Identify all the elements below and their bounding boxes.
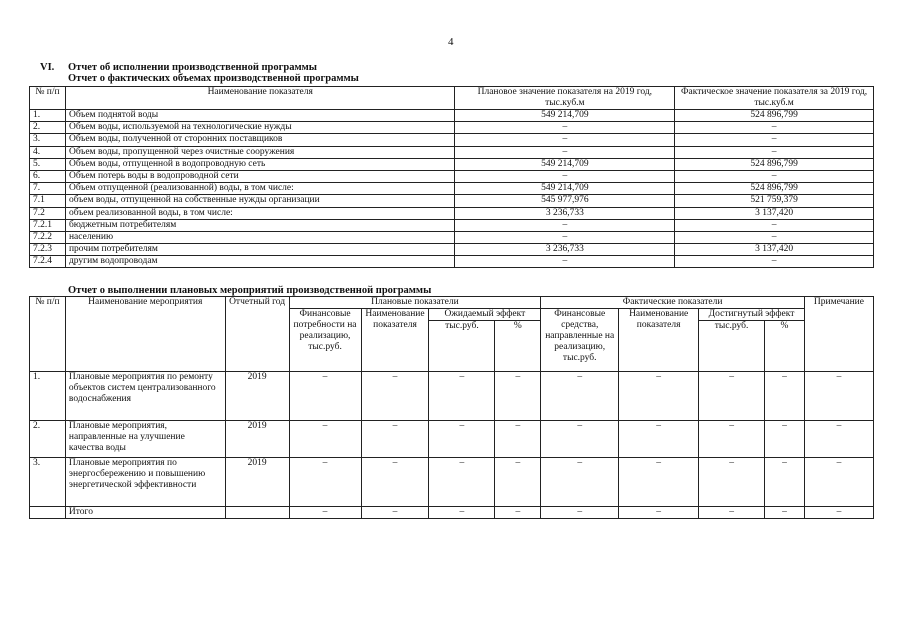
header-fact-fin: Финансовые средства, направленные на реализацию, тыс.руб. bbox=[541, 309, 619, 372]
row-name: прочим потребителям bbox=[65, 244, 455, 256]
table-header-row bbox=[30, 87, 874, 110]
total-dash: – bbox=[804, 507, 873, 519]
row-year: 2019 bbox=[225, 458, 289, 507]
row-dash: – bbox=[495, 421, 541, 458]
table-row bbox=[30, 158, 874, 170]
header-plan-group: Плановые показатели bbox=[289, 297, 541, 309]
row-fact: 3 137,420 bbox=[675, 207, 874, 219]
row-name: Объем воды, пропущенной через очистные сооружения bbox=[65, 146, 455, 158]
row-dash: – bbox=[361, 372, 429, 421]
row-num: 7.1 bbox=[30, 195, 66, 207]
row-dash: – bbox=[495, 372, 541, 421]
row-name: Плановые мероприятия по ремонту объектов систем централизованного водоснабжения bbox=[65, 372, 225, 421]
row-name: Объем воды, полученной от сторонних поставщиков bbox=[65, 134, 455, 146]
row-dash: – bbox=[289, 372, 361, 421]
total-dash: – bbox=[429, 507, 495, 519]
table-row bbox=[30, 122, 874, 134]
row-num: 5. bbox=[30, 158, 66, 170]
row-dash: – bbox=[541, 421, 619, 458]
row-fact: – bbox=[675, 122, 874, 134]
production-volumes-table bbox=[29, 86, 874, 268]
row-fact: 521 759,379 bbox=[675, 195, 874, 207]
row-name: Плановые мероприятия, направленные на улучшение качества воды bbox=[65, 421, 225, 458]
row-dash: – bbox=[804, 421, 873, 458]
table2-header-row-1 bbox=[30, 297, 874, 309]
table-row bbox=[30, 231, 874, 243]
row-num: 2. bbox=[30, 421, 66, 458]
row-dash: – bbox=[429, 458, 495, 507]
total-dash: – bbox=[699, 507, 765, 519]
row-fact: – bbox=[675, 256, 874, 268]
total-dash: – bbox=[619, 507, 699, 519]
table-row bbox=[30, 421, 874, 458]
total-empty bbox=[30, 507, 66, 519]
row-name: объем реализованной воды, в том числе: bbox=[65, 207, 455, 219]
total-label: Итого bbox=[65, 507, 225, 519]
row-dash: – bbox=[765, 372, 805, 421]
page-number: 4 bbox=[448, 36, 454, 48]
row-dash: – bbox=[619, 421, 699, 458]
table-row bbox=[30, 170, 874, 182]
row-name: Объем поднятой воды bbox=[65, 110, 455, 122]
row-fact: 3 137,420 bbox=[675, 244, 874, 256]
table-row bbox=[30, 244, 874, 256]
header-num: № п/п bbox=[30, 87, 66, 110]
row-fact: – bbox=[675, 146, 874, 158]
header-name: Наименование показателя bbox=[65, 87, 455, 110]
row-num: 1. bbox=[30, 110, 66, 122]
row-dash: – bbox=[619, 372, 699, 421]
row-plan: – bbox=[455, 146, 675, 158]
row-plan: 545 977,976 bbox=[455, 195, 675, 207]
row-plan: 549 214,709 bbox=[455, 183, 675, 195]
table-row bbox=[30, 219, 874, 231]
row-year: 2019 bbox=[225, 372, 289, 421]
row-plan: 549 214,709 bbox=[455, 158, 675, 170]
row-dash: – bbox=[699, 372, 765, 421]
row-plan: 549 214,709 bbox=[455, 110, 675, 122]
section-roman: VI. bbox=[40, 62, 55, 73]
total-dash: – bbox=[495, 507, 541, 519]
row-dash: – bbox=[804, 458, 873, 507]
table-row bbox=[30, 372, 874, 421]
row-dash: – bbox=[699, 458, 765, 507]
total-dash: – bbox=[541, 507, 619, 519]
row-plan: – bbox=[455, 122, 675, 134]
row-name: Объем воды, используемой на технологические нужды bbox=[65, 122, 455, 134]
header-fact-indicator: Наименование показателя bbox=[619, 309, 699, 372]
header-num: № п/п bbox=[30, 297, 66, 372]
row-dash: – bbox=[619, 458, 699, 507]
row-num: 7.2.3 bbox=[30, 244, 66, 256]
total-row bbox=[30, 507, 874, 519]
table-row bbox=[30, 183, 874, 195]
section-title: Отчет об исполнении производственной программы bbox=[68, 62, 318, 73]
row-num: 7. bbox=[30, 183, 66, 195]
row-dash: – bbox=[541, 372, 619, 421]
row-plan: – bbox=[455, 219, 675, 231]
table-row bbox=[30, 207, 874, 219]
row-name: Объем потерь воды в водопроводной сети bbox=[65, 170, 455, 182]
header-name: Наименование мероприятия bbox=[65, 297, 225, 372]
row-name: другим водопроводам bbox=[65, 256, 455, 268]
total-dash: – bbox=[361, 507, 429, 519]
table-row bbox=[30, 146, 874, 158]
total-dash: – bbox=[765, 507, 805, 519]
row-fact: 524 896,799 bbox=[675, 110, 874, 122]
header-fact-pct: % bbox=[765, 321, 805, 372]
row-name: населению bbox=[65, 231, 455, 243]
header-plan-fin: Финансовые потребности на реализацию, тыс.руб. bbox=[289, 309, 361, 372]
table-row bbox=[30, 458, 874, 507]
header-fact-effect: Достигнутый эффект bbox=[699, 309, 805, 321]
row-dash: – bbox=[495, 458, 541, 507]
header-plan: Плановое значение показателя на 2019 год, тыс.куб.м bbox=[455, 87, 675, 110]
row-name: Плановые мероприятия по энергосбережению и повышению энергетической эффективности bbox=[65, 458, 225, 507]
table-row bbox=[30, 256, 874, 268]
row-dash: – bbox=[429, 421, 495, 458]
row-num: 7.2.2 bbox=[30, 231, 66, 243]
table-row bbox=[30, 110, 874, 122]
row-dash: – bbox=[289, 458, 361, 507]
row-plan: – bbox=[455, 134, 675, 146]
row-plan: – bbox=[455, 170, 675, 182]
header-fact-group: Фактические показатели bbox=[541, 297, 805, 309]
table-row bbox=[30, 195, 874, 207]
row-dash: – bbox=[429, 372, 495, 421]
row-fact: 524 896,799 bbox=[675, 158, 874, 170]
row-plan: – bbox=[455, 256, 675, 268]
header-plan-rub: тыс.руб. bbox=[429, 321, 495, 372]
row-plan: 3 236,733 bbox=[455, 207, 675, 219]
row-num: 7.2 bbox=[30, 207, 66, 219]
table-row bbox=[30, 134, 874, 146]
row-dash: – bbox=[541, 458, 619, 507]
row-num: 6. bbox=[30, 170, 66, 182]
header-plan-effect: Ожидаемый эффект bbox=[429, 309, 541, 321]
row-num: 3. bbox=[30, 134, 66, 146]
header-plan-indicator: Наименование показателя bbox=[361, 309, 429, 372]
row-fact: 524 896,799 bbox=[675, 183, 874, 195]
header-fact: Фактическое значение показателя за 2019 год, тыс.куб.м bbox=[675, 87, 874, 110]
section-subtitle: Отчет о фактических объемах производственной программы bbox=[68, 73, 359, 84]
total-empty bbox=[225, 507, 289, 519]
total-dash: – bbox=[289, 507, 361, 519]
row-dash: – bbox=[289, 421, 361, 458]
header-year: Отчетный год bbox=[225, 297, 289, 372]
row-dash: – bbox=[361, 458, 429, 507]
row-plan: – bbox=[455, 231, 675, 243]
row-fact: – bbox=[675, 134, 874, 146]
row-dash: – bbox=[361, 421, 429, 458]
row-dash: – bbox=[804, 372, 873, 421]
row-year: 2019 bbox=[225, 421, 289, 458]
row-fact: – bbox=[675, 219, 874, 231]
row-num: 7.2.4 bbox=[30, 256, 66, 268]
row-dash: – bbox=[699, 421, 765, 458]
row-num: 2. bbox=[30, 122, 66, 134]
table2-title: Отчет о выполнении плановых мероприятий производственной программы bbox=[68, 285, 432, 296]
row-name: объем воды, отпущенной на собственные нужды организации bbox=[65, 195, 455, 207]
row-num: 7.2.1 bbox=[30, 219, 66, 231]
row-dash: – bbox=[765, 458, 805, 507]
header-note: Примечание bbox=[804, 297, 873, 372]
planned-activities-table bbox=[29, 296, 874, 519]
row-name: Объем отпущенной (реализованной) воды, в том числе: bbox=[65, 183, 455, 195]
row-num: 1. bbox=[30, 372, 66, 421]
header-plan-pct: % bbox=[495, 321, 541, 372]
header-fact-rub: тыс.руб. bbox=[699, 321, 765, 372]
row-fact: – bbox=[675, 231, 874, 243]
row-name: бюджетным потребителям bbox=[65, 219, 455, 231]
row-plan: 3 236,733 bbox=[455, 244, 675, 256]
row-name: Объем воды, отпущенной в водопроводную сеть bbox=[65, 158, 455, 170]
row-dash: – bbox=[765, 421, 805, 458]
row-num: 3. bbox=[30, 458, 66, 507]
row-fact: – bbox=[675, 170, 874, 182]
row-num: 4. bbox=[30, 146, 66, 158]
